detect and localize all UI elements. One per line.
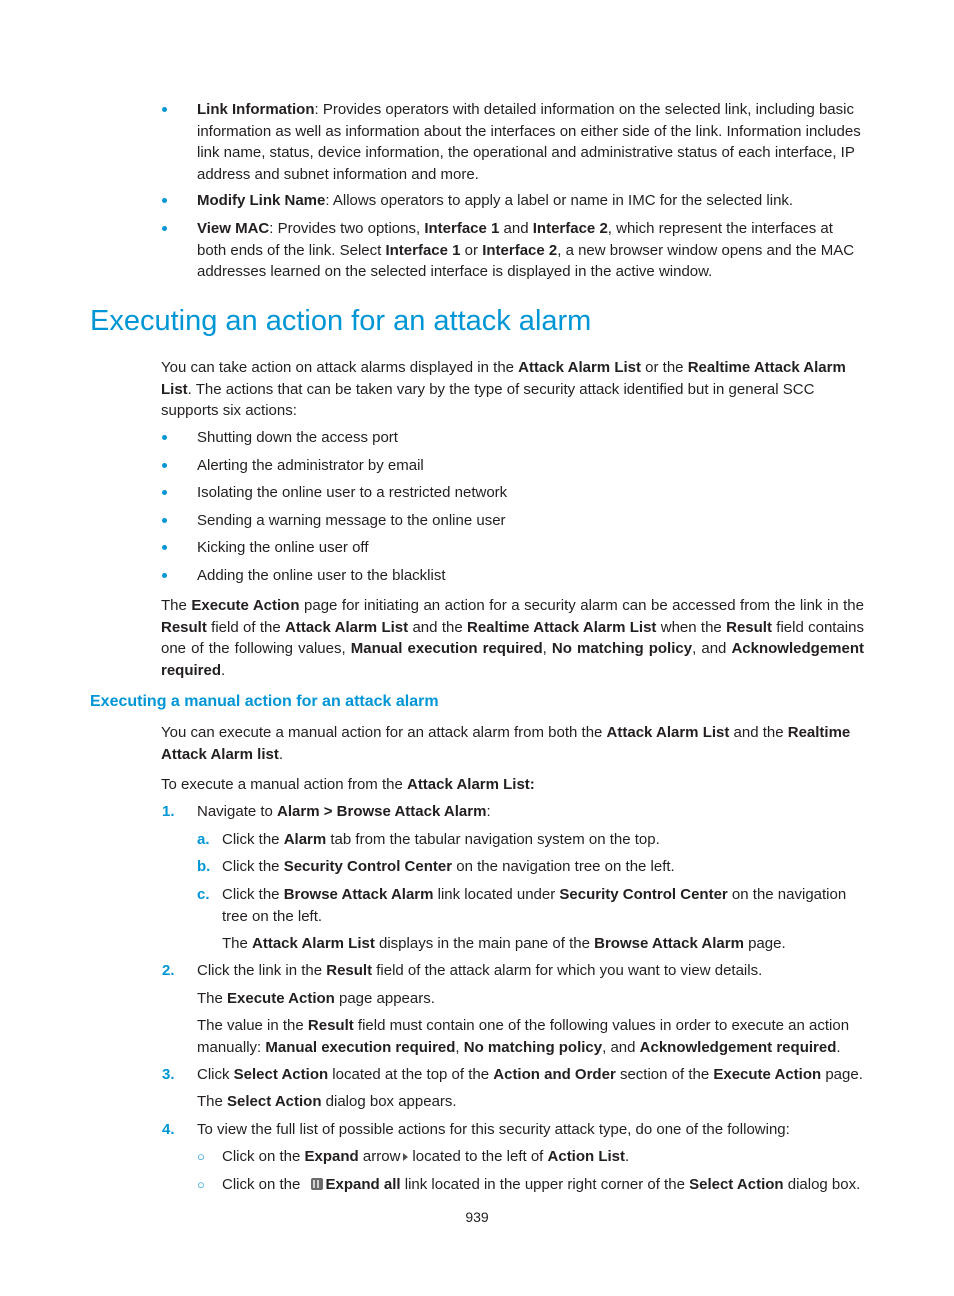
action-text: Alerting the administrator by email (197, 457, 424, 474)
text: . (221, 661, 226, 679)
text: link located in the upper right corner of the (400, 1176, 690, 1193)
bullet-link-information (162, 99, 864, 185)
text: : (486, 803, 491, 820)
term: Interface 1 (385, 241, 461, 259)
text: The (197, 990, 228, 1007)
text: Click on the (222, 1148, 305, 1165)
step-1c-result (222, 933, 864, 955)
text: page for initiating an action for a security alarm can be accessed from the link in the (299, 597, 864, 614)
step-letter: c. (197, 886, 210, 903)
text: displays in the main pane of the (374, 935, 595, 952)
term: Manual execution required (265, 1038, 456, 1056)
step-3 (162, 1064, 864, 1086)
term: Security Control Center (559, 886, 728, 903)
text: located to the left of (412, 1148, 548, 1165)
term: Result (161, 618, 207, 636)
term: Interface 2 (532, 220, 608, 237)
step-number: 2. (162, 962, 175, 979)
text: Click on the (222, 1176, 305, 1193)
action-item (162, 482, 864, 504)
term: No matching policy (463, 1038, 603, 1056)
bullet-view-mac (162, 218, 864, 283)
text: : Provides two options, (269, 220, 425, 237)
step-2-result (197, 988, 864, 1010)
subsection-heading: Executing a manual action for an attack alarm (90, 693, 439, 710)
term: Execute Action (227, 990, 335, 1007)
term: Execute Action (713, 1066, 822, 1083)
term: Realtime Attack Alarm List (467, 618, 657, 636)
action-text: Kicking the online user off (197, 539, 369, 556)
step-4 (162, 1119, 864, 1141)
text: dialog box. (783, 1176, 861, 1193)
term: Result (726, 618, 772, 636)
text: The (197, 1093, 228, 1110)
action-item (162, 455, 864, 477)
text: and (499, 220, 533, 237)
text: . The actions that can be taken vary by the type of security attack identified but in general SCC supports six actions: (161, 380, 815, 419)
bullet-dot (162, 490, 167, 495)
text: or the (640, 359, 688, 376)
text: page appears. (334, 990, 435, 1007)
text: located at the top of the (328, 1066, 494, 1083)
bullet-dot (162, 573, 167, 578)
term: Attack Alarm List (606, 724, 730, 741)
term: Attack Alarm List: (406, 776, 535, 793)
expand-arrow-icon (403, 1153, 408, 1161)
term: Modify Link Name (197, 192, 326, 209)
text: field of the (206, 618, 286, 636)
term: Expand (304, 1148, 359, 1165)
text: , a new browser window opens and the MAC addresses learned on the selected interface is displayed in the active window. (197, 241, 855, 280)
text: , which represent the interfaces at both ends of the link. Select (197, 220, 833, 259)
term: Interface 1 (424, 220, 500, 237)
term: Link Information (197, 101, 315, 118)
term: Select Action (233, 1066, 329, 1083)
action-item (162, 510, 864, 532)
text: page. (743, 935, 786, 952)
text: arrow (358, 1148, 401, 1165)
term: View MAC (197, 220, 270, 237)
text: . (625, 1148, 630, 1165)
term: Manual execution required (350, 640, 543, 657)
term: Browse Attack Alarm (594, 935, 744, 952)
text: To execute a manual action from the (161, 776, 407, 793)
term: Acknowledgement required (639, 1038, 837, 1056)
step-4-option-expand-all (197, 1174, 864, 1196)
term: Attack Alarm List (252, 935, 375, 952)
term: Attack Alarm List (518, 359, 641, 376)
expand-all-icon (311, 1178, 323, 1190)
term: Alarm (283, 831, 327, 848)
text: , and (692, 640, 732, 657)
bullet-modify-link-name (162, 190, 864, 212)
step-1 (162, 801, 864, 823)
term: Attack Alarm List (285, 618, 409, 636)
text: Click the (222, 858, 284, 875)
term: Action and Order (493, 1066, 616, 1083)
text: , and (602, 1038, 640, 1056)
text: Click (197, 1066, 234, 1083)
action-text: Isolating the online user to a restricted network (197, 484, 508, 501)
step-3-result (197, 1091, 864, 1113)
action-item (162, 427, 864, 449)
step-letter: b. (197, 858, 211, 875)
text: Click the (222, 831, 284, 848)
text: field of the attack alarm for which you want to view details. (372, 962, 763, 979)
section-heading: Executing an action for an attack alarm (90, 305, 592, 337)
term: Select Action (689, 1176, 784, 1193)
term: Browse Attack Alarm (283, 886, 434, 903)
manual-intro-paragraph (161, 722, 864, 765)
term: Expand all (325, 1176, 401, 1193)
step-letter: a. (197, 831, 210, 848)
text: To view the full list of possible actions for this security attack type, do one of the following: (197, 1121, 790, 1138)
circle-bullet: ○ (197, 1149, 205, 1164)
text: and the (408, 618, 467, 636)
step-4-option-expand (197, 1146, 864, 1168)
term: Execute Action (191, 597, 300, 614)
action-item (162, 565, 864, 587)
term: Realtime Attack Alarm list (161, 724, 851, 763)
bullet-dot (162, 518, 167, 523)
step-number: 3. (162, 1066, 175, 1083)
execute-action-paragraph (161, 595, 864, 681)
bullet-dot (162, 545, 167, 550)
text: field contains one of the following values, (161, 618, 864, 657)
page-number: 939 (465, 1209, 489, 1225)
action-text: Shutting down the access port (197, 429, 398, 446)
circle-bullet: ○ (197, 1177, 205, 1192)
term: No matching policy (551, 640, 693, 657)
bullet-dot (162, 226, 167, 231)
text: , (542, 640, 552, 657)
text: Click the link in the (197, 962, 327, 979)
text: The value in the (197, 1017, 308, 1034)
bullet-dot (162, 107, 167, 112)
term: Acknowledgement required (161, 640, 864, 679)
term: Action List (547, 1148, 626, 1165)
text: . (278, 745, 283, 763)
text: , (455, 1038, 464, 1056)
to-execute-paragraph (161, 774, 864, 796)
term: Interface 2 (482, 241, 558, 259)
step-number: 1. (162, 803, 175, 820)
text: Click the (222, 886, 284, 903)
action-item (162, 537, 864, 559)
text: page. (821, 1066, 863, 1083)
text: tab from the tabular navigation system on the top. (326, 831, 660, 848)
term: Result (307, 1017, 354, 1034)
step-2-note (197, 1015, 864, 1058)
step-number: 4. (162, 1121, 175, 1138)
action-text: Adding the online user to the blacklist (197, 567, 446, 584)
bullet-dot (162, 198, 167, 203)
text: The (222, 935, 253, 952)
text: Navigate to (197, 803, 278, 820)
text: on the navigation tree on the left. (452, 858, 675, 875)
text: and the (729, 724, 788, 741)
bullet-dot (162, 463, 167, 468)
text: or (460, 241, 483, 259)
text: field must contain one of the following values in order to execute an action manually: (197, 1017, 850, 1056)
text: when the (656, 618, 727, 636)
step-1a (197, 829, 864, 851)
text: You can execute a manual action for an attack alarm from both the (161, 724, 607, 741)
text: link located under (433, 886, 560, 903)
term: Realtime Attack Alarm List (161, 359, 846, 398)
intro-paragraph (161, 357, 864, 422)
term: Select Action (227, 1093, 322, 1110)
step-1c (197, 884, 864, 927)
step-1b (197, 856, 864, 878)
text: on the navigation tree on the left. (222, 886, 847, 925)
text: section of the (615, 1066, 714, 1083)
bullet-dot (162, 435, 167, 440)
description: : Provides operators with detailed information on the selected link, including basic information as well as information about the interfaces on either side of the link. Information includes link name, status, device information, the operational and administrative status of each interface, IP address and subnet information and more. (197, 101, 861, 183)
term: Alarm > Browse Attack Alarm (277, 803, 487, 820)
text: dialog box appears. (321, 1093, 457, 1110)
text: The (161, 597, 192, 614)
text: . (836, 1038, 841, 1056)
description: : Allows operators to apply a label or name in IMC for the selected link. (325, 192, 794, 209)
term: Result (326, 962, 373, 979)
text: You can take action on attack alarms displayed in the (161, 359, 519, 376)
term: Security Control Center (283, 858, 453, 875)
action-text: Sending a warning message to the online user (197, 512, 506, 529)
step-2 (162, 960, 864, 982)
